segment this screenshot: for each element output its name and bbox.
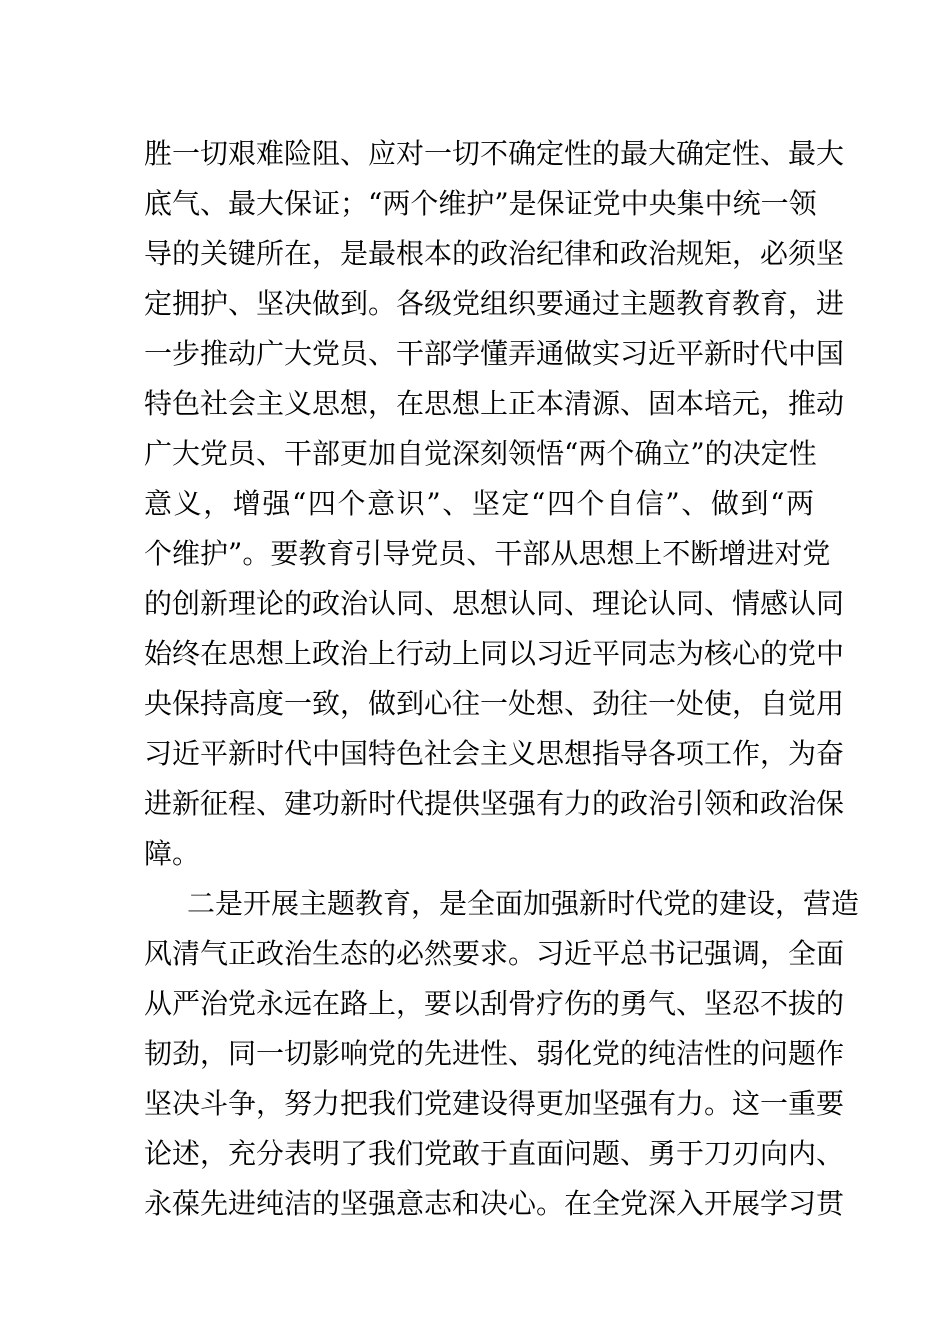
text-line: 永葆先进纯洁的坚强意志和决心。在全党深入开展学习贯 — [144, 1187, 845, 1220]
text-line: 坚决斗争，努力把我们党建设得更加坚强有力。这一重要 — [144, 1087, 845, 1120]
text-line: 习近平新时代中国特色社会主义思想指导各项工作，为奋 — [144, 737, 845, 770]
text-line: 进新征程、建功新时代提供坚强有力的政治引领和政治保 — [144, 787, 845, 820]
text-line: 韧劲，同一切影响党的先进性、弱化党的纯洁性的问题作 — [144, 1037, 845, 1070]
text-line: 底气、最大保证；“两个维护”是保证党中央集中统一领 — [144, 187, 817, 220]
text-line: 一步推动广大党员、干部学懂弄通做实习近平新时代中国 — [144, 337, 845, 370]
text-line: 定拥护、坚决做到。各级党组织要通过主题教育教育，进 — [144, 287, 845, 320]
text-line: 风清气正政治生态的必然要求。习近平总书记强调，全面 — [144, 937, 845, 970]
text-line: 从严治党永远在路上，要以刮骨疗伤的勇气、坚忍不拔的 — [144, 987, 845, 1020]
text-line: 障。 — [144, 837, 201, 870]
text-line: 个维护”。要教育引导党员、干部从思想上不断增进对党 — [144, 537, 831, 570]
paragraph-first-line: 二是开展主题教育，是全面加强新时代党的建设，营造 — [187, 887, 860, 920]
text-line: 胜一切艰难险阻、应对一切不确定性的最大确定性、最大 — [144, 137, 845, 170]
text-line: 导的关键所在，是最根本的政治纪律和政治规矩，必须坚 — [144, 237, 845, 270]
text-line: 广大党员、干部更加自觉深刻领悟“两个确立”的决定性 — [144, 437, 817, 470]
text-line: 特色社会主义思想，在思想上正本清源、固本培元，推动 — [144, 387, 845, 420]
text-line: 央保持高度一致，做到心往一处想、劲往一处使，自觉用 — [144, 687, 845, 720]
text-line: 意义，增强“四个意识”、坚定“四个自信”、做到“两 — [144, 487, 814, 520]
text-line: 论述，充分表明了我们党敢于直面问题、勇于刀刃向内、 — [144, 1137, 845, 1170]
text-line: 始终在思想上政治上行动上同以习近平同志为核心的党中 — [144, 637, 845, 670]
text-line: 的创新理论的政治认同、思想认同、理论认同、情感认同 — [144, 587, 845, 620]
